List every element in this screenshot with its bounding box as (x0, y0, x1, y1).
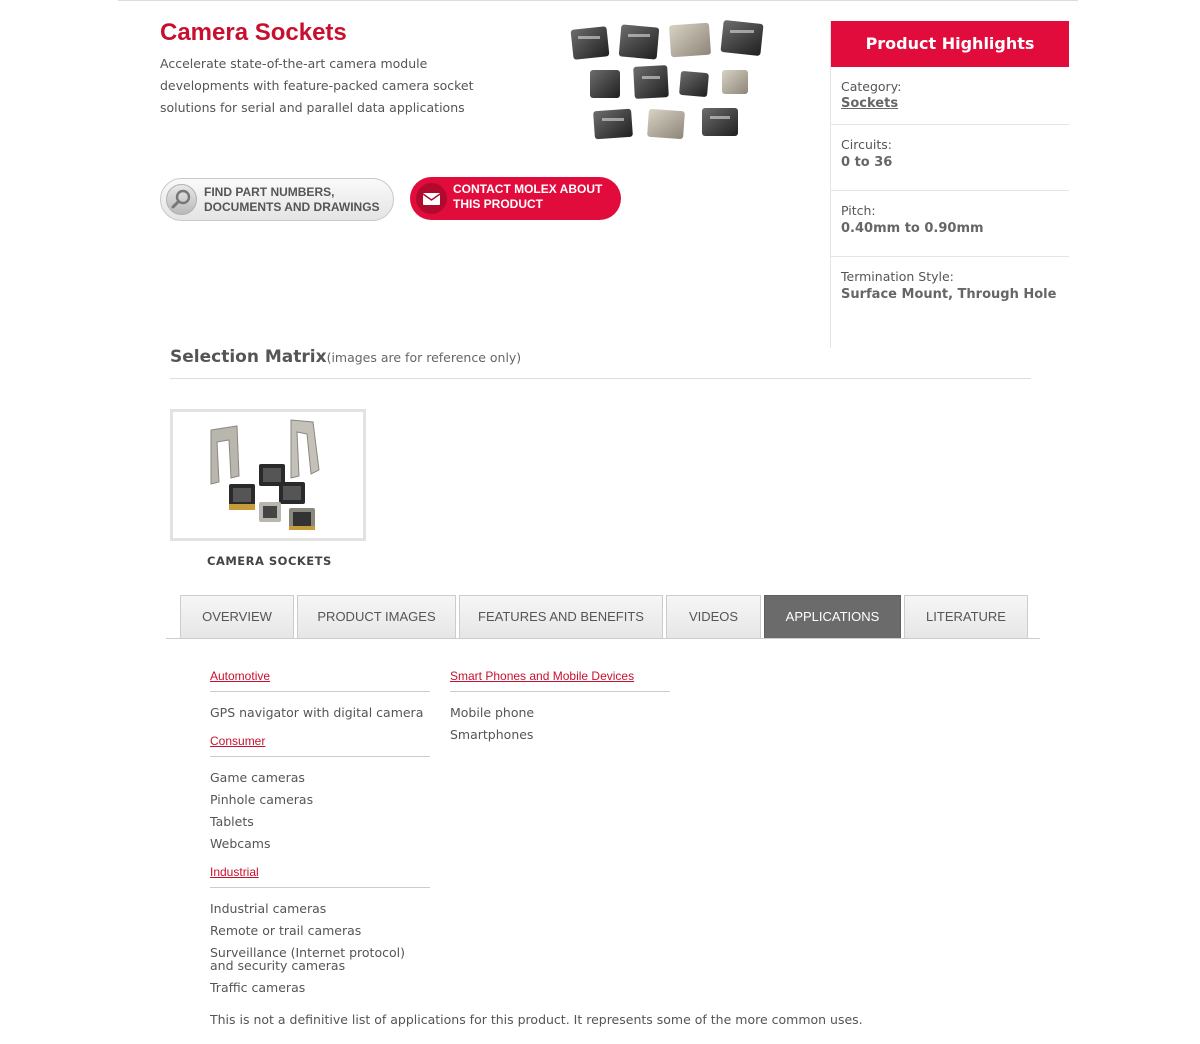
find-part-numbers-label: FIND PART NUMBERS, DOCUMENTS AND DRAWINGS (204, 185, 380, 214)
selection-matrix-divider (170, 378, 1031, 379)
termination-label: Termination Style: (841, 269, 954, 284)
app-category-smart-phones[interactable]: Smart Phones and Mobile Devices (450, 669, 670, 692)
applications-disclaimer: This is not a definitive list of applications for this product. It represents some of the more common uses. (210, 1012, 863, 1027)
list-item: Tablets (210, 814, 254, 829)
product-hero-image (562, 18, 792, 144)
list-item: Surveillance (Internet protocol) and security cameras (210, 945, 405, 973)
list-item: Traffic cameras (210, 980, 306, 995)
list-item: GPS navigator with digital camera (210, 705, 424, 720)
camera-sockets-thumbnail[interactable] (170, 409, 366, 541)
tab-videos[interactable]: VIDEOS (666, 595, 761, 639)
app-list-consumer (210, 767, 430, 855)
tab-applications[interactable]: APPLICATIONS (764, 595, 901, 639)
product-highlights-panel (830, 21, 1069, 348)
app-category-industrial[interactable]: Industrial (210, 865, 430, 888)
applications-column-left (210, 669, 430, 1009)
find-part-numbers-button[interactable] (160, 178, 394, 221)
pitch-value: 0.40mm to 0.90mm (841, 221, 984, 236)
category-label: Category: (841, 79, 902, 94)
highlight-pitch (831, 191, 1069, 257)
circuits-label: Circuits: (841, 137, 892, 152)
selection-matrix-title: Selection Matrix (170, 347, 327, 367)
list-item: Industrial cameras (210, 901, 327, 916)
list-item: Smartphones (450, 727, 534, 742)
product-title: Camera Sockets (160, 19, 347, 46)
tab-product-images[interactable]: PRODUCT IMAGES (297, 595, 456, 639)
app-list-industrial (210, 898, 430, 999)
category-link[interactable]: Sockets (841, 96, 899, 111)
contact-molex-button[interactable] (410, 177, 621, 220)
list-item: Pinhole cameras (210, 792, 314, 807)
tab-overview[interactable]: OVERVIEW (180, 595, 294, 639)
highlights-heading: Product Highlights (831, 21, 1069, 67)
list-item: Game cameras (210, 770, 305, 785)
tabs-divider (166, 638, 1040, 639)
envelope-icon (416, 183, 447, 214)
applications-column-right (450, 669, 670, 756)
app-list-smart-phones (450, 702, 670, 746)
circuits-value: 0 to 36 (841, 155, 893, 170)
top-divider (118, 0, 1078, 1)
app-category-consumer[interactable]: Consumer (210, 734, 430, 757)
list-item: Remote or trail cameras (210, 923, 362, 938)
app-category-automotive[interactable]: Automotive (210, 669, 430, 692)
tab-literature[interactable]: LITERATURE (904, 595, 1028, 639)
tab-features-and-benefits[interactable]: FEATURES AND BENEFITS (459, 595, 663, 639)
app-list-automotive (210, 702, 430, 724)
highlight-category (831, 67, 1069, 125)
selection-matrix-note: (images are for reference only) (326, 350, 522, 365)
list-item: Mobile phone (450, 705, 535, 720)
list-item: Webcams (210, 836, 271, 851)
camera-sockets-caption: CAMERA SOCKETS (207, 554, 332, 568)
magnifier-icon (166, 184, 197, 215)
highlight-termination (831, 257, 1069, 327)
selection-matrix-heading (170, 347, 521, 367)
contact-molex-label: CONTACT MOLEX ABOUT THIS PRODUCT (453, 182, 603, 211)
highlight-circuits (831, 125, 1069, 191)
product-description: Accelerate state-of-the-art camera module developments with feature-packed camera socket solutions for serial and parallel data applications (160, 56, 474, 115)
termination-value: Surface Mount, Through Hole (841, 287, 1057, 302)
camera-sockets-image (173, 412, 363, 538)
pitch-label: Pitch: (841, 203, 876, 218)
